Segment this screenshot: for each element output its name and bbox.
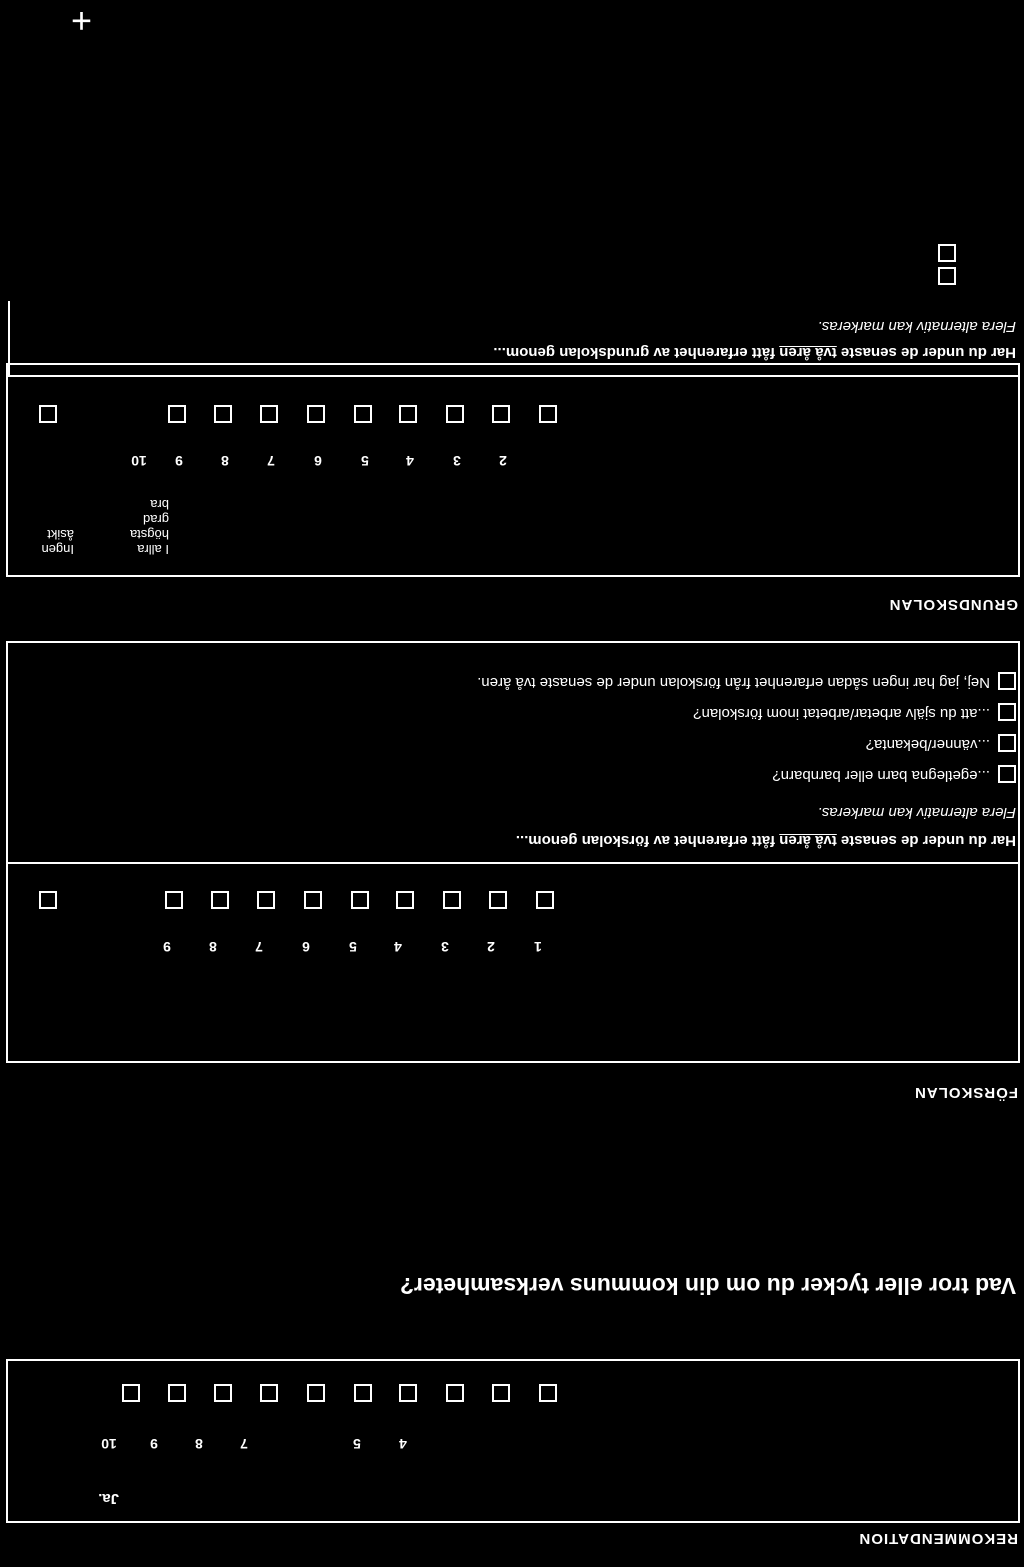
rek-scale-number: 7 — [240, 1436, 248, 1452]
rek-scale-checkbox[interactable] — [399, 1384, 417, 1402]
forskolan-option-label: Nej, jag har ingen sådan erfarenhet från förskolan under de senaste två åren. — [477, 674, 990, 691]
forskolan-no-opinion-checkbox[interactable] — [39, 891, 57, 909]
rek-scale-number: 5 — [353, 1436, 361, 1452]
forskolan-heading: FÖRSKOLAN — [914, 1084, 1018, 1101]
rek-scale-checkbox[interactable] — [307, 1384, 325, 1402]
forskolan-scale-checkbox[interactable] — [351, 891, 369, 909]
grundskolan-scale-number: 8 — [221, 453, 229, 469]
grundskolan-scale-number: 9 — [175, 453, 183, 469]
forskolan-scale-checkbox[interactable] — [489, 891, 507, 909]
rek-scale-number: 10 — [101, 1436, 117, 1452]
grundskolan-scale-checkbox[interactable] — [399, 405, 417, 423]
forskolan-scale-checkbox[interactable] — [443, 891, 461, 909]
grundskolan-option-checkbox[interactable] — [938, 267, 956, 285]
grundskolan-scale-number: 7 — [267, 453, 275, 469]
grundskolan-scale-checkbox[interactable] — [214, 405, 232, 423]
main-question: Vad tror eller tycker du om din kommuns verksamheter? — [399, 1273, 1016, 1299]
forskolan-scale-number: 7 — [255, 939, 263, 955]
forskolan-option-label: ...egetlegna barn eller barnbarn? — [772, 767, 990, 784]
grundskolan-scale-number: 10 — [131, 453, 147, 469]
forskolan-scale-checkbox[interactable] — [211, 891, 229, 909]
forskolan-option-checkbox[interactable] — [998, 734, 1016, 752]
rekommendation-heading: REKOMMENDATION — [858, 1530, 1018, 1547]
forskolan-scale-checkbox[interactable] — [304, 891, 322, 909]
grundskolan-scale-checkbox[interactable] — [307, 405, 325, 423]
grundskolan-note: Flera alternativ kan markeras. — [817, 318, 1016, 335]
grundskolan-scale-checkbox[interactable] — [168, 405, 186, 423]
rek-scale-checkbox[interactable] — [492, 1384, 510, 1402]
rek-scale-number: 8 — [195, 1436, 203, 1452]
grundskolan-scale-checkbox[interactable] — [446, 405, 464, 423]
forskolan-option-checkbox[interactable] — [998, 672, 1016, 690]
forskolan-question: Har du under de senaste två åren fått erfarenhet av förskolan genom... — [515, 832, 1016, 849]
forskolan-divider — [8, 862, 1020, 864]
grundskolan-option-checkbox[interactable] — [938, 244, 956, 262]
grundskolan-heading: GRUNDSKOLAN — [888, 596, 1018, 613]
forskolan-scale-number: 9 — [163, 939, 171, 955]
grundskolan-scale-number: 6 — [314, 453, 322, 469]
grundskolan-scale-number: 2 — [499, 453, 507, 469]
forskolan-scale-checkbox[interactable] — [257, 891, 275, 909]
grundskolan-scale-checkbox[interactable] — [260, 405, 278, 423]
grundskolan-scale-number: 5 — [361, 453, 369, 469]
forskolan-scale-number: 1 — [534, 939, 542, 955]
grundskolan-scale-checkbox[interactable] — [354, 405, 372, 423]
grundskolan-no-opinion-checkbox[interactable] — [39, 405, 57, 423]
rek-scale-checkbox[interactable] — [539, 1384, 557, 1402]
grundskolan-scale-number: 4 — [406, 453, 414, 469]
registration-mark: + — [70, 1, 92, 42]
grundskolan-box-side — [8, 301, 10, 377]
rek-scale-checkbox[interactable] — [168, 1384, 186, 1402]
forskolan-scale-number: 8 — [209, 939, 217, 955]
forskolan-option-label: ...vänner/bekanta? — [865, 736, 990, 753]
rek-scale-checkbox[interactable] — [122, 1384, 140, 1402]
forskolan-scale-checkbox[interactable] — [165, 891, 183, 909]
grundskolan-scale-number: 3 — [453, 453, 461, 469]
forskolan-option-label: ...att du själv arbetar/arbetat inom förskolan? — [693, 705, 990, 722]
rek-scale-number: 4 — [399, 1436, 407, 1452]
forskolan-scale-checkbox[interactable] — [396, 891, 414, 909]
forskolan-option-checkbox[interactable] — [998, 703, 1016, 721]
grundskolan-scale-checkbox[interactable] — [539, 405, 557, 423]
forskolan-scale-number: 2 — [487, 939, 495, 955]
rek-scale-number: 9 — [150, 1436, 158, 1452]
rek-scale-checkbox[interactable] — [260, 1384, 278, 1402]
grundskolan-scale-checkbox[interactable] — [492, 405, 510, 423]
grundskolan-divider — [8, 375, 1020, 377]
forskolan-scale-number: 6 — [302, 939, 310, 955]
grundskolan-low-label: I allra högsta grad bra — [129, 497, 169, 557]
forskolan-note: Flera alternativ kan markeras. — [817, 804, 1016, 821]
forskolan-option-checkbox[interactable] — [998, 765, 1016, 783]
forskolan-scale-number: 4 — [394, 939, 402, 955]
forskolan-scale-number: 3 — [441, 939, 449, 955]
rek-scale-checkbox[interactable] — [214, 1384, 232, 1402]
rek-scale-checkbox[interactable] — [446, 1384, 464, 1402]
rek-scale-checkbox[interactable] — [354, 1384, 372, 1402]
forskolan-scale-checkbox[interactable] — [536, 891, 554, 909]
grundskolan-no-opinion-label: Ingen åsikt — [41, 527, 74, 557]
rekommendation-answer-prefix: Ja. — [98, 1490, 119, 1507]
forskolan-scale-number: 5 — [349, 939, 357, 955]
grundskolan-question: Har du under de senaste två åren fått erfarenhet av grundskolan genom... — [493, 344, 1016, 361]
